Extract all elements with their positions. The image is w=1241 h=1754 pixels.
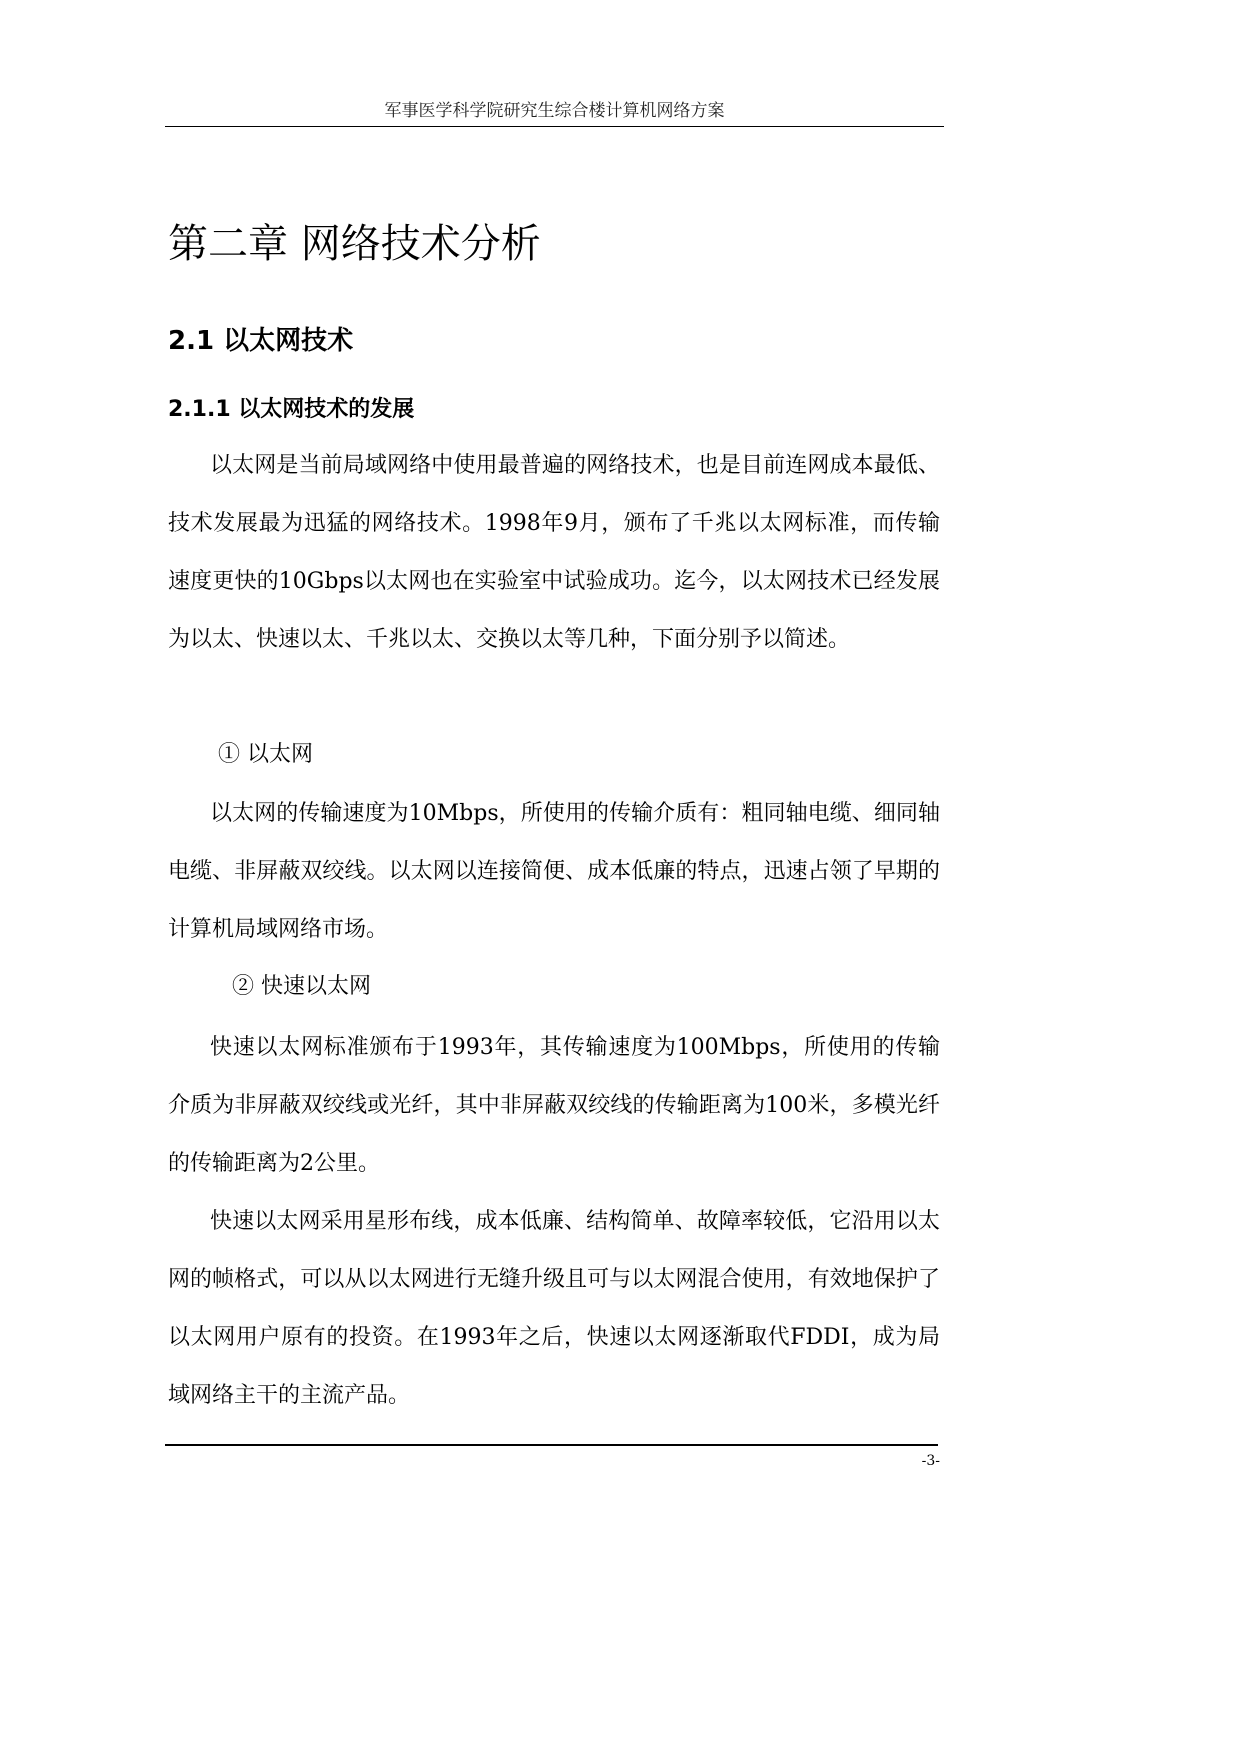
list-item-fast-ethernet: ② 快速以太网 (232, 974, 371, 999)
paragraph-ethernet-development: 以太网是当前局域网络中使用最普遍的网络技术，也是目前连网成本最低、技术发展最为迅猛的网络技术。1998年9月，颁布了千兆以太网标准，而传输速度更快的10Gbps以太网也在实验室中试验成功。迄今，以太网技术已经发展为以太、快速以太、千兆以太、交换以太等几种，下面分别予以简述。 (168, 453, 940, 652)
subsection-title: 2.1.1 以太网技术的发展 (168, 397, 415, 422)
list-item-ethernet: ① 以太网 (218, 742, 313, 767)
header-rule (165, 126, 944, 127)
paragraph-fast-ethernet-topology: 快速以太网采用星形布线，成本低廉、结构简单、故障率较低，它沿用以太网的帧格式，可以从以太网进行无缝升级且可与以太网混合使用，有效地保护了以太网用户原有的投资。在1993年之后，快速以太网逐渐取代FDDI，成为局域网络主干的主流产品。 (168, 1209, 940, 1408)
page-number: -3- (921, 1453, 940, 1469)
section-title: 2.1 以太网技术 (168, 326, 354, 356)
footer-rule (165, 1444, 938, 1446)
paragraph-fast-ethernet-standard: 快速以太网标准颁布于1993年，其传输速度为100Mbps，所使用的传输介质为非屏蔽双绞线或光纤，其中非屏蔽双绞线的传输距离为100米，多模光纤的传输距离为2公里。 (168, 1035, 940, 1176)
running-header: 军事医学科学院研究生综合楼计算机网络方案 (384, 101, 725, 121)
chapter-title: 第二章 网络技术分析 (168, 221, 541, 267)
paragraph-ethernet: 以太网的传输速度为10Mbps，所使用的传输介质有：粗同轴电缆、细同轴电缆、非屏蔽双绞线。以太网以连接简便、成本低廉的特点，迅速占领了早期的计算机局域网络市场。 (168, 801, 940, 942)
